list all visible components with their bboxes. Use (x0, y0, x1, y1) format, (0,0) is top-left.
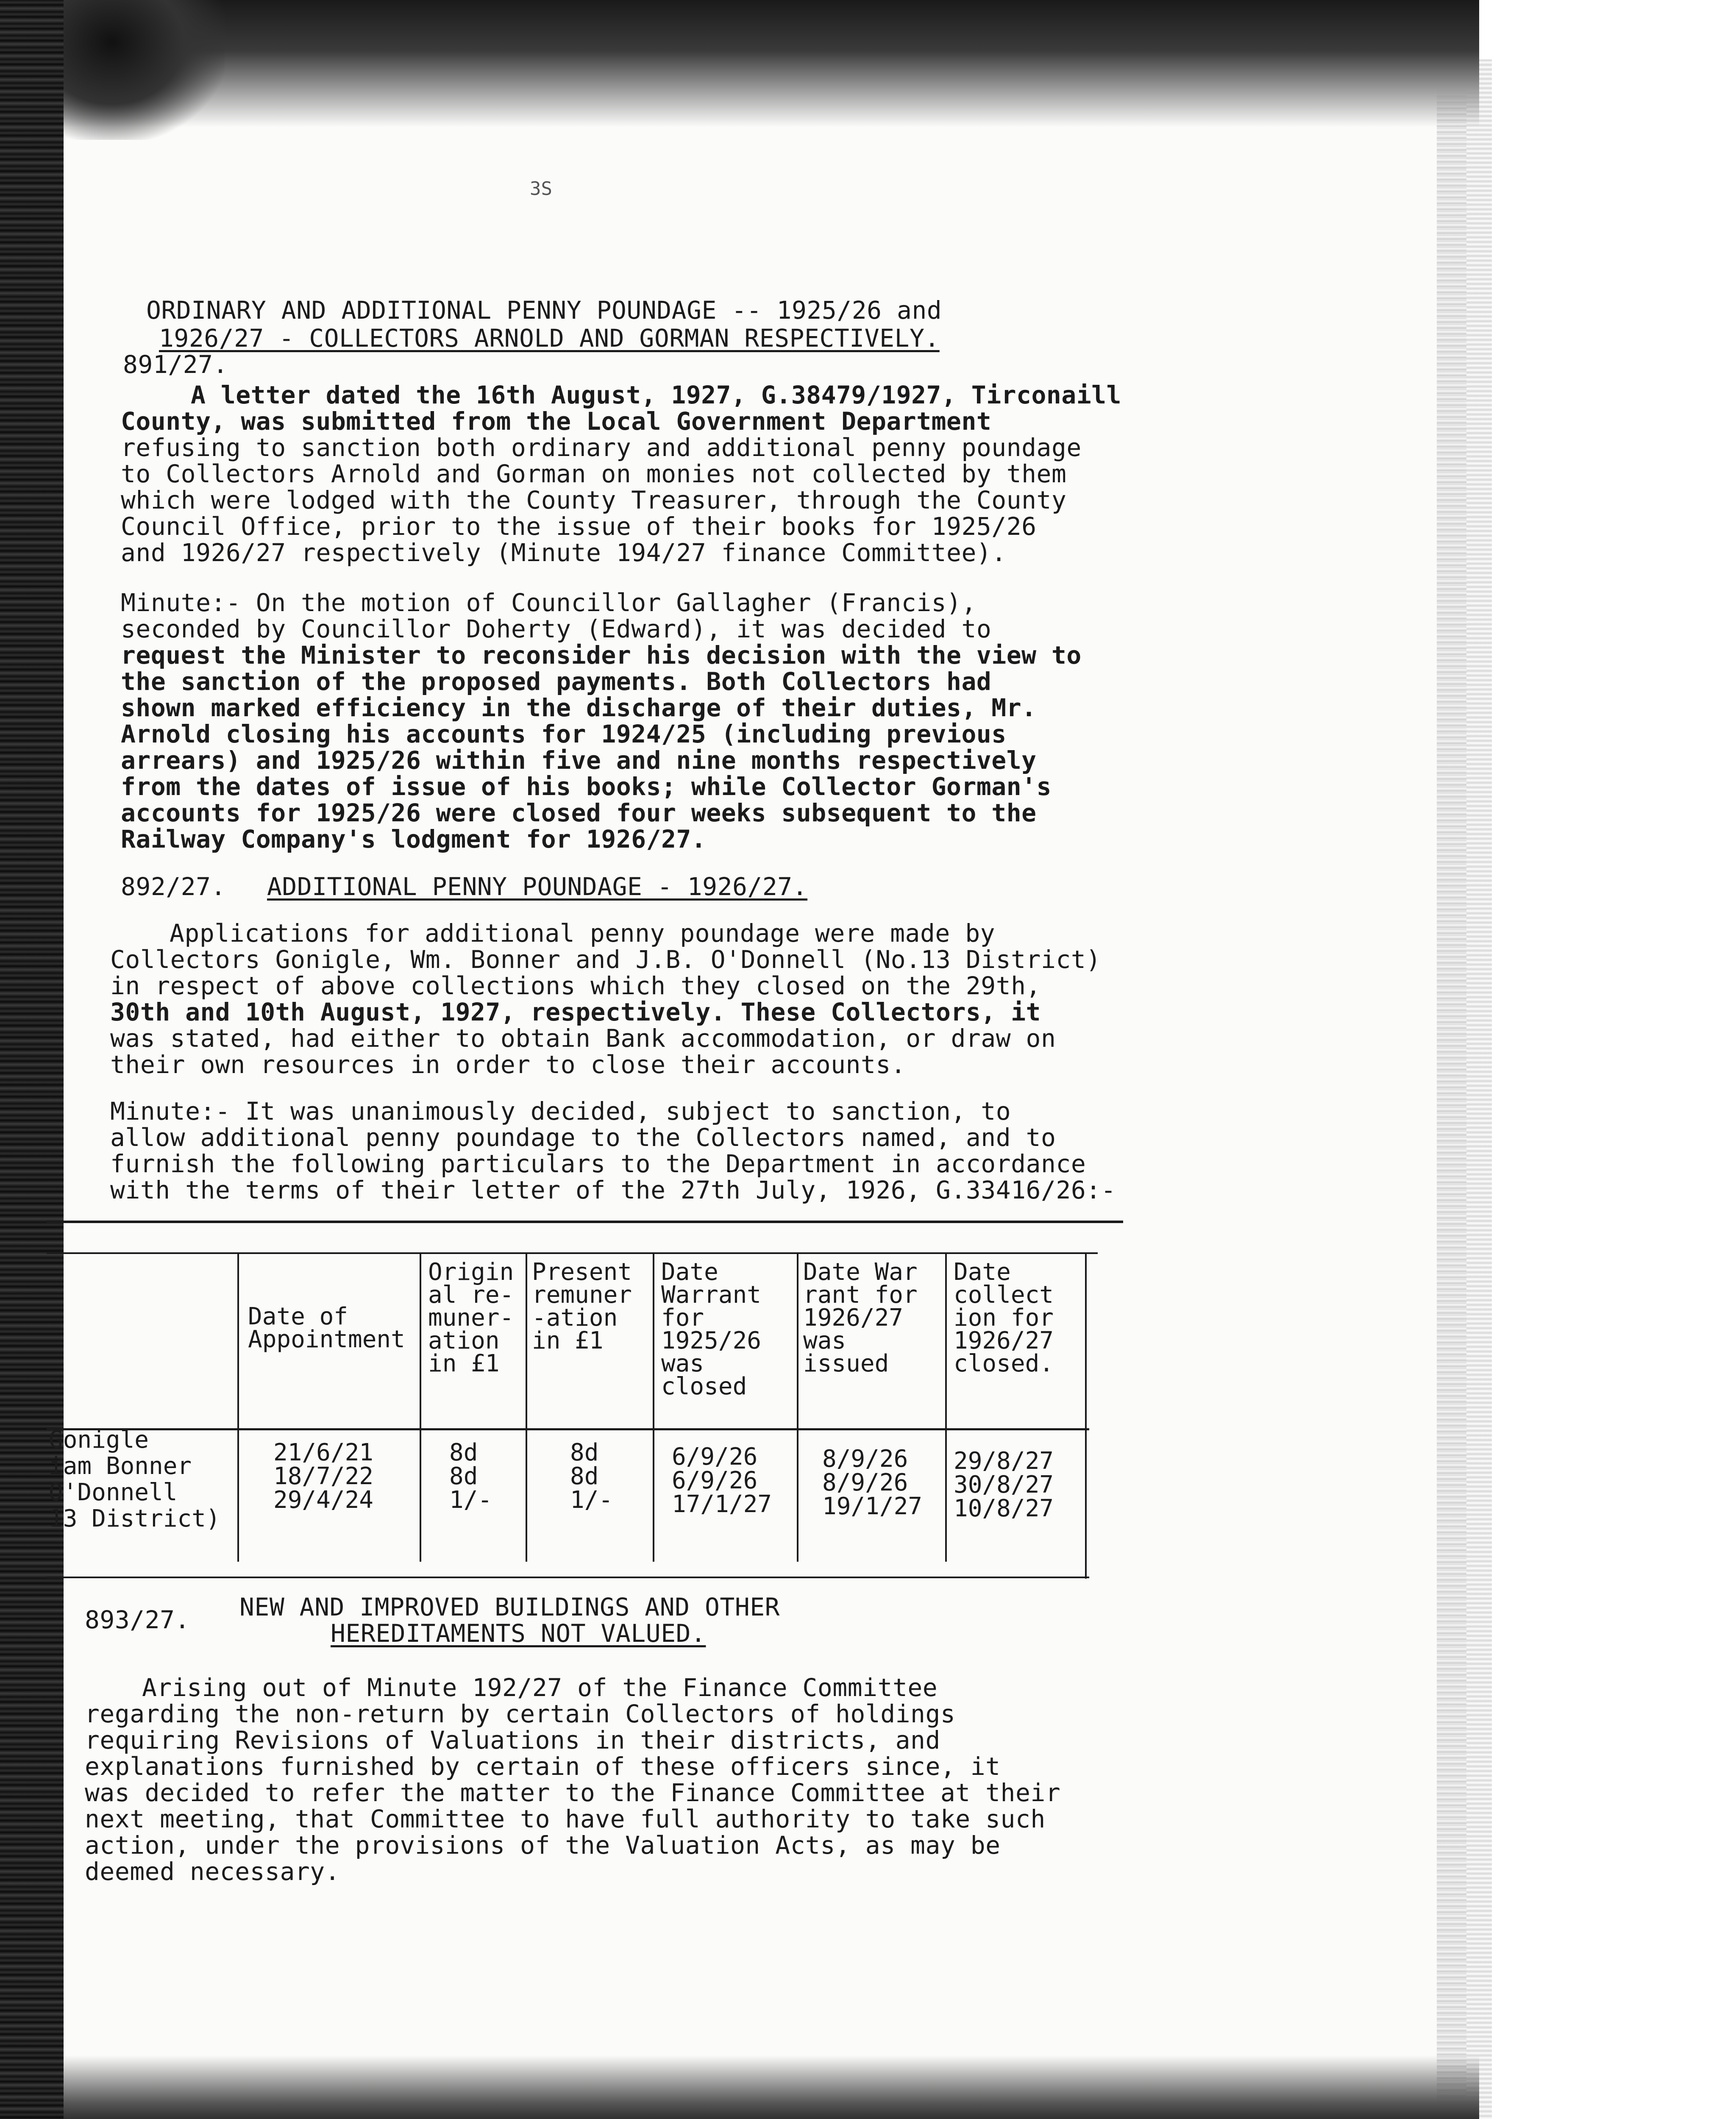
table-header-warrant-issued: Date War rant for 1926/27 was issued (803, 1258, 918, 1377)
table-cell-appointment: 21/6/21 (273, 1439, 374, 1466)
item-893-title-line1: NEW AND IMPROVED BUILDINGS AND OTHER (239, 1593, 780, 1621)
table-cell-appointment: 29/4/24 (273, 1486, 374, 1514)
item-891-minute-line: Railway Company's lodgment for 1926/27. (121, 825, 707, 854)
item-893-body-line: was decided to refer the matter to the Finance Committee at their (85, 1778, 1061, 1807)
table-column-divider (526, 1252, 527, 1562)
table-cell-issued-2627: 19/1/27 (822, 1493, 923, 1520)
table-column-divider (420, 1252, 421, 1562)
table-cell-name: O'Donnell (49, 1479, 178, 1506)
item-893-body-line: regarding the non-return by certain Collectors of holdings (85, 1699, 956, 1728)
table-cell-collection-closed: 29/8/27 (954, 1447, 1054, 1475)
item-893-body-line: explanations furnished by certain of these officers since, it (85, 1752, 1001, 1781)
item-892-body-line: Applications for additional penny poundage were made by (170, 919, 996, 948)
item-893-body-line: action, under the provisions of the Valuation Acts, as may be (85, 1831, 1001, 1860)
item-891-minute-line: Arnold closing his accounts for 1924/25 (including previous (121, 720, 1007, 748)
item-892-minute-line: Minute:- It was unanimously decided, subject to sanction, to (110, 1097, 1011, 1126)
item-893-title-line2: HEREDITAMENTS NOT VALUED. (331, 1619, 706, 1648)
item-892-body-line: in respect of above collections which they closed on the 29th, (110, 971, 1041, 1000)
table-header-rule (47, 1252, 1098, 1254)
item-891-body-line: refusing to sanction both ordinary and additional penny poundage (121, 433, 1082, 462)
item-891-body-line: to Collectors Arnold and Gorman on monies not collected by them (121, 459, 1067, 488)
table-cell-issued-2627: 8/9/26 (822, 1445, 908, 1473)
table-column-divider (945, 1252, 947, 1562)
table-cell-issued-2627: 8/9/26 (822, 1469, 908, 1496)
table-cell-present: 8d (570, 1463, 599, 1490)
table-body-rule (47, 1428, 1089, 1430)
item-892-minute-line: furnish the following particulars to the Department in accordance (110, 1149, 1086, 1178)
table-column-divider (1085, 1252, 1087, 1579)
item-893-body-line: next meeting, that Committee to have full authority to take such (85, 1805, 1046, 1833)
item-891-body-line: County, was submitted from the Local Government Department (121, 407, 992, 436)
item-891-minute-line: Minute:- On the motion of Councillor Gallagher (Francis), (121, 588, 976, 617)
item-893-body-line: requiring Revisions of Valuations in their districts, and (85, 1726, 940, 1755)
table-cell-original: 1/- (449, 1486, 492, 1514)
table-cell-closed-2526: 6/9/26 (672, 1443, 758, 1471)
item-893-body-line: deemed necessary. (85, 1857, 340, 1886)
item-891-minute-line: from the dates of issue of his books; while Collector Gorman's (121, 772, 1052, 801)
item-892-minute-line: allow additional penny poundage to the Collectors named, and to (110, 1123, 1056, 1152)
item-891-minute-line: seconded by Councillor Doherty (Edward), it was decided to (121, 615, 992, 643)
table-cell-closed-2526: 6/9/26 (672, 1467, 758, 1494)
item-891-title-line1: ORDINARY AND ADDITIONAL PENNY POUNDAGE -- 1925/26 and (146, 296, 942, 325)
item-891-minute-line: shown marked efficiency in the discharge of their duties, Mr. (121, 693, 1037, 722)
item-891-minute-line: request the Minister to reconsider his decision with the view to (121, 641, 1082, 670)
table-cell-present: 1/- (570, 1486, 613, 1514)
item-892-body-line: Collectors Gonigle, Wm. Bonner and J.B. O'Donnell (No.13 District) (110, 945, 1101, 974)
item-891-body-line: Council Office, prior to the issue of their books for 1925/26 (121, 512, 1037, 541)
table-cell-original: 8d (449, 1439, 478, 1466)
table-column-divider (237, 1252, 239, 1562)
item-892-body-line: their own resources in order to close their accounts. (110, 1050, 906, 1079)
table-cell-present: 8d (570, 1439, 599, 1466)
table-cell-original: 8d (449, 1463, 478, 1490)
item-892-number: 892/27. (121, 872, 226, 901)
table-top-rule (47, 1221, 1123, 1223)
table-header-collection-closed: Date collect ion for 1926/27 closed. (954, 1258, 1054, 1377)
table-header-present: Present remuner -ation in £1 (532, 1258, 632, 1354)
table-header-original: Origin al re- muner- ation in £1 (428, 1258, 514, 1377)
item-891-minute-line: accounts for 1925/26 were closed four weeks subsequent to the (121, 798, 1037, 827)
table-bottom-rule (47, 1577, 1089, 1578)
item-891-body-line: A letter dated the 16th August, 1927, G.38479/1927, Tirconaill (191, 381, 1121, 409)
item-891-body-line: which were lodged with the County Treasurer, through the County (121, 486, 1067, 514)
table-column-divider (797, 1252, 798, 1562)
item-891-body-line: and 1926/27 respectively (Minute 194/27 finance Committee). (121, 538, 1007, 567)
table-header-warrant-closed: Date Warrant for 1925/26 was closed (661, 1258, 762, 1400)
item-891-minute-line: the sanction of the proposed payments. Both Collectors had (121, 667, 992, 696)
table-cell-name: 13 District) (49, 1505, 220, 1532)
item-893-number: 893/27. (85, 1605, 190, 1634)
table-cell-closed-2526: 17/1/27 (672, 1491, 772, 1518)
item-891-number: 891/27. (123, 350, 228, 379)
table-column-divider (653, 1252, 654, 1562)
table-cell-name: Gonigle (49, 1426, 149, 1454)
item-892-title: ADDITIONAL PENNY POUNDAGE - 1926/27. (267, 872, 808, 901)
table-cell-name: iam Bonner (49, 1452, 192, 1480)
item-891-title-line2: 1926/27 - COLLECTORS ARNOLD AND GORMAN RESPECTIVELY. (159, 324, 940, 353)
page-number: 3S (530, 178, 552, 200)
table-cell-collection-closed: 10/8/27 (954, 1495, 1054, 1522)
item-892-minute-line: with the terms of their letter of the 27th July, 1926, G.33416/26:- (110, 1176, 1116, 1204)
table-cell-collection-closed: 30/8/27 (954, 1471, 1054, 1499)
item-892-body-line: 30th and 10th August, 1927, respectively. These Collectors, it (110, 998, 1041, 1026)
item-892-body-line: was stated, had either to obtain Bank accommodation, or draw on (110, 1024, 1056, 1053)
table-cell-appointment: 18/7/22 (273, 1463, 374, 1490)
item-893-body-line: Arising out of Minute 192/27 of the Finance Committee (142, 1673, 938, 1702)
table-header-appointment: Date of Appointment (248, 1303, 405, 1353)
item-891-minute-line: arrears) and 1925/26 within five and nine months respectively (121, 746, 1037, 775)
